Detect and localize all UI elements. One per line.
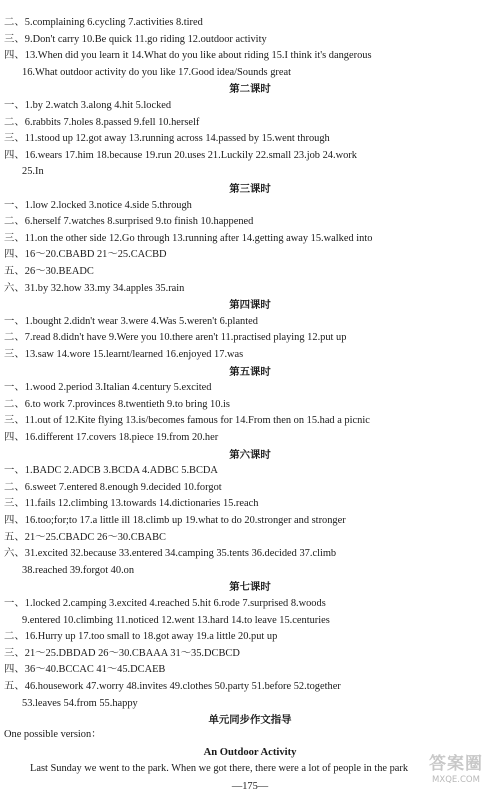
watermark-line1: 答案圈 [429, 754, 483, 774]
answer-line: 二、16.Hurry up 17.too small to 18.got away 19.a little 20.put up [4, 631, 278, 643]
section-heading: 第三课时 [229, 183, 271, 195]
page-number: —175— [231, 781, 269, 792]
answer-line: 二、6.herself 7.watches 8.surprised 9.to finish 10.happened [4, 216, 254, 228]
answer-line: 一、1.BADC 2.ADCB 3.BCDA 4.ADBC 5.BCDA [4, 465, 218, 477]
answer-line: 五、46.housework 47.worry 48.invites 49.clothes 50.party 51.before 52.together [4, 681, 341, 692]
answer-line: 二、6.rabbits 7.holes 8.passed 9.fell 10.herself [4, 116, 200, 128]
answer-line: 一、1.locked 2.camping 3.excited 4.reached 5.hit 6.rode 7.surprised 8.woods [4, 598, 326, 609]
answer-line: 四、36～40.BCCAC 41～45.DCAEB [4, 664, 166, 676]
answer-line: 六、31.by 32.how 33.my 34.apples 35.rain [4, 282, 185, 294]
answer-line: 53.leaves 54.from 55.happy [22, 697, 138, 709]
answer-line: 三、9.Don't carry 10.Be quick 11.go riding 12.outdoor activity [4, 33, 267, 45]
section-heading: 第七课时 [229, 581, 271, 594]
answer-line: 三、11.on the other side 12.Go through 13.running after 14.getting away 15.walked into [4, 232, 373, 244]
answer-line: 四、16.wears 17.him 18.because 19.run 20.uses 21.Luckily 22.small 23.job 24.work [4, 149, 357, 161]
answer-line: 五、26～30.BEADC [4, 266, 94, 277]
answer-line: 二、7.read 8.didn't have 9.Were you 10.there aren't 11.practised playing 12.put up [4, 332, 347, 344]
answer-line: 25.In [22, 166, 44, 178]
answer-line: 四、13.When did you learn it 14.What do you like about riding 15.I think it's dangerous [4, 50, 372, 62]
answer-line: 二、5.complaining 6.cycling 7.activities 8.tired [4, 17, 203, 28]
answer-line: 四、16.different 17.covers 18.piece 19.from 20.her [4, 432, 219, 443]
answer-line: 一、1.low 2.locked 3.notice 4.side 5.through [4, 199, 192, 211]
essay-title: An Outdoor Activity [203, 747, 297, 758]
section-heading: 单元同步作文指导 [208, 714, 292, 727]
watermark-logo [416, 754, 496, 794]
answer-line: 三、11.out of 12.Kite flying 13.is/becomes famous for 14.From then on 15.had a picnic [4, 415, 370, 427]
watermark-line2: MXQE.COM [432, 775, 480, 785]
answer-line: 16.What outdoor activity do you like 17.Good idea/Sounds great [22, 66, 291, 78]
essay-intro: One possible version： [4, 729, 102, 740]
answer-line: 三、21～25.DBDAD 26～30.CBAAA 31～35.DCBCD [4, 647, 240, 659]
answer-line: 五、21～25.CBADC 26～30.CBABC [4, 531, 166, 543]
answer-line: 三、13.saw 14.wore 15.learnt/learned 16.enjoyed 17.was [4, 349, 244, 360]
section-heading: 第六课时 [229, 448, 271, 461]
answer-line: 三、11.stood up 12.got away 13.running across 14.passed by 15.went through [4, 133, 330, 145]
answer-line: 六、31.excited 32.because 33.entered 34.camping 35.tents 36.decided 37.climb [4, 548, 337, 560]
answer-line: 38.reached 39.forgot 40.on [22, 564, 135, 576]
section-heading: 第二课时 [229, 83, 271, 96]
answer-line: 一、1.by 2.watch 3.along 4.hit 5.locked [4, 100, 172, 111]
section-heading: 第五课时 [229, 365, 271, 378]
answer-line: 二、6.to work 7.provinces 8.twentieth 9.to bring 10.is [4, 398, 230, 410]
section-heading: 第四课时 [229, 299, 271, 312]
answer-line: 四、16.too;for;to 17.a little ill 18.climb up 19.what to do 20.stronger and stronger [4, 515, 346, 526]
answer-line: 二、6.sweet 7.entered 8.enough 9.decided 10.forgot [4, 481, 222, 493]
answer-line: 9.entered 10.climbing 11.noticed 12.went 13.hard 14.to leave 15.centuries [22, 614, 330, 626]
answer-line: 三、11.fails 12.climbing 13.towards 14.dictionaries 15.reach [4, 498, 259, 510]
answer-line: 一、1.wood 2.period 3.Italian 4.century 5.excited [4, 382, 212, 394]
essay-body: Last Sunday we went to the park. When we got there, there were a lot of people in the park [30, 763, 409, 774]
answer-line: 一、1.bought 2.didn't wear 3.were 4.Was 5.weren't 6.planted [4, 315, 258, 327]
answer-line: 四、16～20.CBABD 21～25.CACBD [4, 249, 167, 261]
